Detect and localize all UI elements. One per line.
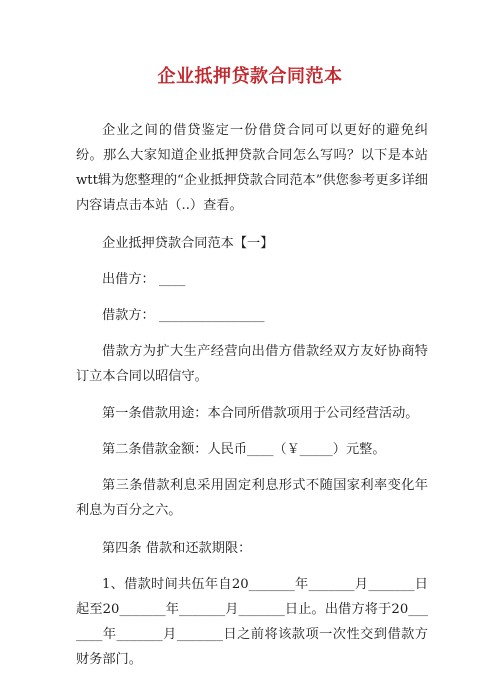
article-4-item-1: 1、借款时间共伍年自20_______年_______月_______日起至20_______年_______月_______日止。出借方将于20_______年_______月_______日之前将该款项一次性交到借款方财务部门。 bbox=[76, 576, 428, 667]
purpose-paragraph: 借款方为扩大生产经营向出借方借款经双方友好协商特订立本合同以昭信守。 bbox=[76, 343, 428, 384]
intro-paragraph: 企业之间的借贷鉴定一份借贷合同可以更好的避免纠纷。那么大家知道企业抵押贷款合同怎么写吗？以下是本站wtt辑为您整理的“企业抵押贷款合同范本”供您参考更多详细内容请点击本站（..）查看。 bbox=[76, 123, 428, 213]
borrower-line: 借款方： ________________ bbox=[102, 307, 265, 323]
article-3: 第三条借款利息采用固定利息形式不随国家利率变化年利息为百分之六。 bbox=[76, 478, 428, 518]
document-body bbox=[76, 118, 428, 684]
article-1: 第一条借款用途：本合同所借款项用于公司经营活动。 bbox=[102, 406, 419, 421]
lender-line: 出借方： ____ bbox=[102, 271, 186, 287]
section-heading: 企业抵押贷款合同范本【一】 bbox=[102, 235, 274, 251]
article-4: 第四条 借款和还款期限： bbox=[102, 540, 252, 556]
article-2: 第二条借款金额：人民币____（￥_____）元整。 bbox=[102, 442, 386, 457]
document-title: 企业抵押贷款合同范本 bbox=[157, 66, 343, 87]
